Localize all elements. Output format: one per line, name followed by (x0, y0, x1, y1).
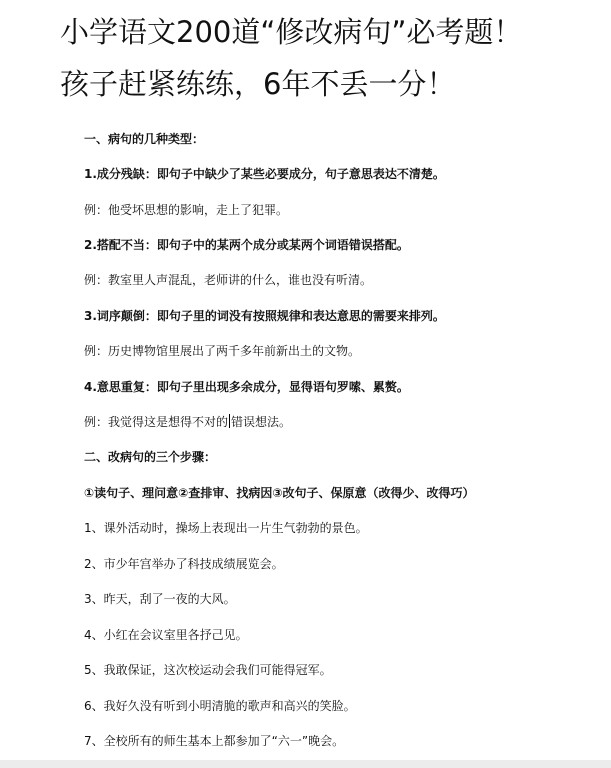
document-title-line-1: 小学语文200道“修改病句”必考题！ (60, 15, 523, 49)
section-2-steps: ①读句子、理问意②查排审、找病因③改句子、保原意（改得少、改得巧） (84, 486, 475, 500)
type-4-example-text-after: 错误想法。 (231, 415, 292, 429)
exercise-1: 1、课外活动时，操场上表现出一片生气勃勃的景色。 (84, 521, 368, 535)
type-3-label: 3.词序颠倒：即句子里的词没有按照规律和表达意思的需要来排列。 (84, 309, 445, 323)
section-2-heading: 二、改病句的三个步骤： (84, 450, 217, 464)
type-2-example: 例：教室里人声混乱，老师讲的什么，谁也没有听清。 (84, 273, 373, 287)
type-4-example[interactable] (84, 414, 291, 430)
type-2-label: 2.搭配不当：即句子中的某两个成分或某两个词语错误搭配。 (84, 238, 409, 252)
section-1-heading: 一、病句的几种类型： (84, 132, 205, 146)
exercise-4: 4、小红在会议室里各抒己见。 (84, 628, 248, 642)
type-4-example-text-before: 例：我觉得这是想得不对的 (84, 415, 229, 429)
type-1-label: 1.成分残缺：即句子中缺少了某些必要成分，句子意思表达不清楚。 (84, 167, 445, 181)
text-cursor (229, 414, 230, 428)
exercise-2: 2、市少年宫举办了科技成绩展览会。 (84, 557, 284, 571)
exercise-7: 7、全校所有的师生基本上都参加了“六一”晚会。 (84, 734, 345, 748)
type-1-example: 例：他受坏思想的影响，走上了犯罪。 (84, 203, 289, 217)
exercise-6: 6、我好久没有听到小明清脆的歌声和高兴的笑脸。 (84, 699, 356, 713)
exercise-5: 5、我敢保证，这次校运动会我们可能得冠军。 (84, 663, 332, 677)
type-3-example: 例：历史博物馆里展出了两千多年前新出土的文物。 (84, 344, 361, 358)
type-4-label: 4.意思重复：即句子里出现多余成分，显得语句罗嗦、累赘。 (84, 380, 409, 394)
document-title-line-2: 孩子赶紧练练，6年不丢一分！ (60, 67, 456, 101)
page-bottom-edge (0, 760, 611, 768)
exercise-3: 3、昨天，刮了一夜的大风。 (84, 592, 236, 606)
